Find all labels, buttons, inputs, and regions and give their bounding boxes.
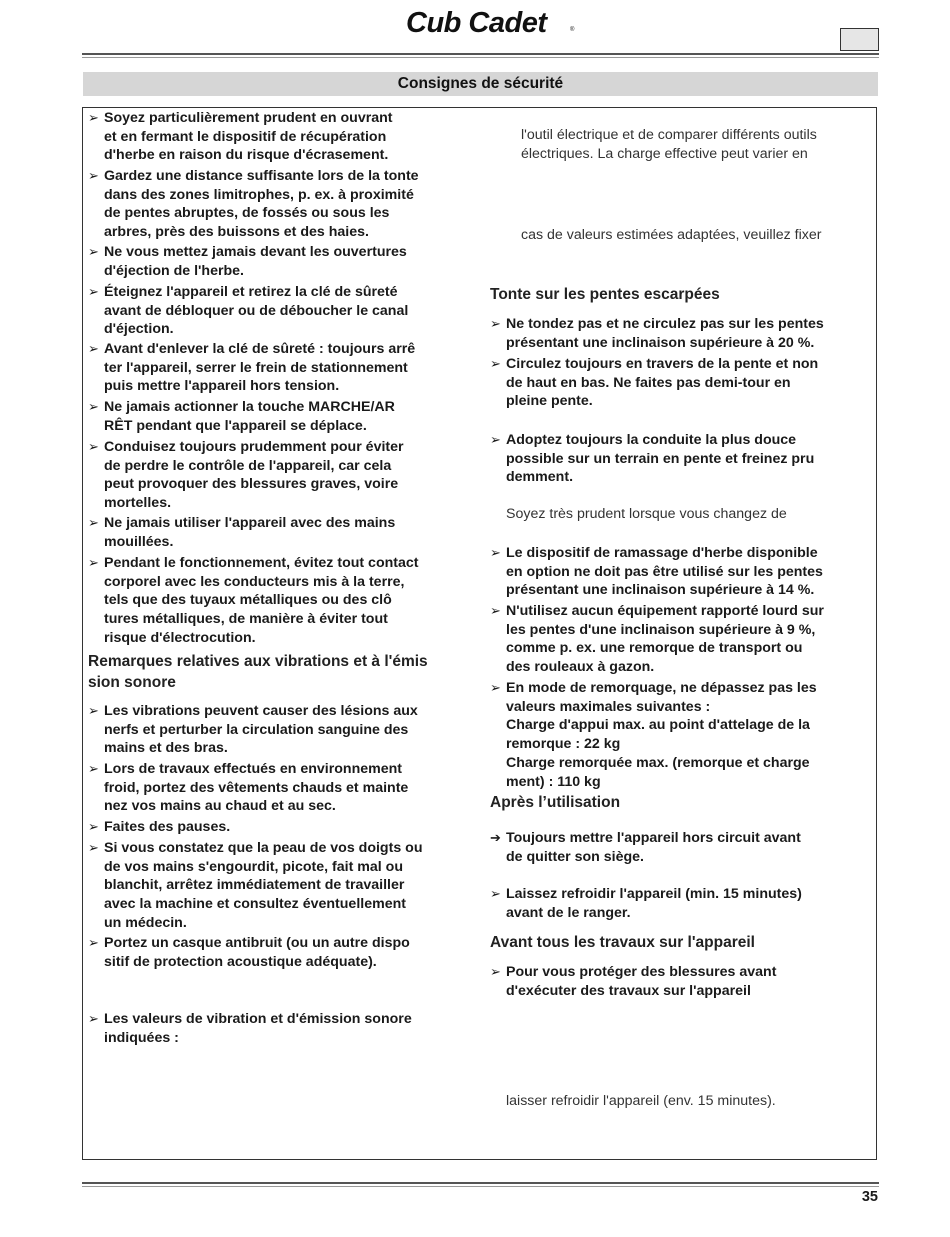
bullet-icon: ➢ bbox=[88, 341, 99, 356]
footer-rule-thin bbox=[82, 1186, 879, 1187]
bullet-icon: ➢ bbox=[88, 439, 99, 454]
bullet-icon: ➢ bbox=[490, 545, 501, 560]
list-item: ➢ Les valeurs de vibration et d'émission sonore indiquées : bbox=[88, 1011, 412, 1046]
list-item: ➢ Pendant le fonctionnement, évitez tout contact corporel avec les conducteurs mis à la terre, tels que des tuyaux métalliques ou des clô tures métalliques, de manière à éviter tout risque d'électrocution. bbox=[88, 555, 419, 646]
section-heading: Avant tous les travaux sur l'appareil bbox=[490, 934, 755, 951]
bullet-icon: ➢ bbox=[88, 515, 99, 530]
bullet-icon: ➢ bbox=[88, 703, 99, 718]
bullet-icon: ➢ bbox=[88, 244, 99, 259]
list-item: ➔ Toujours mettre l'appareil hors circuit avant de quitter son siège. bbox=[490, 830, 801, 865]
list-item: ➢ Faites des pauses. bbox=[88, 819, 231, 835]
list-item: ➢ Les vibrations peuvent causer des lésions aux nerfs et perturber la circulation sanguine des mains et des bras. bbox=[88, 703, 418, 757]
list-item: ➢ Éteignez l'appareil et retirez la clé de sûreté avant de débloquer ou de déboucher le canal d'éjection. bbox=[88, 284, 409, 338]
header-rule bbox=[82, 53, 879, 55]
list-item: ➢ En mode de remorquage, ne dépassez pas les valeurs maximales suivantes : Charge d'appui max. au point d'attelage de la remorque : 22 kg Charge remorquée max. (remorque et charge ment) : 110 kg bbox=[490, 680, 817, 790]
list-item: ➢ Pour vous protéger des blessures avant d'exécuter des travaux sur l'appareil bbox=[490, 964, 777, 999]
list-item: ➢ Ne jamais utiliser l'appareil avec des mains mouillées. bbox=[88, 515, 396, 550]
arrow-right-icon: ➔ bbox=[490, 830, 501, 845]
bullet-icon: ➢ bbox=[490, 356, 501, 371]
list-item: ➢ Le dispositif de ramassage d'herbe disponible en option ne doit pas être utilisé sur les pentes présentant une inclinaison supérieure à 14 %. bbox=[490, 545, 823, 599]
list-item: ➢ N'utilisez aucun équipement rapporté lourd sur les pentes d'une inclinaison supérieure à 9 %, comme p. ex. une remorque de transport ou des rouleaux à gazon. bbox=[490, 603, 824, 676]
bullet-icon: ➢ bbox=[490, 964, 501, 979]
page-number: 35 bbox=[861, 1189, 878, 1205]
bullet-icon: ➢ bbox=[490, 680, 501, 695]
svg-text:Cub Cadet: Cub Cadet bbox=[406, 7, 547, 39]
bullet-icon: ➢ bbox=[88, 1011, 99, 1026]
bullet-icon: ➢ bbox=[88, 110, 99, 125]
bullet-icon: ➢ bbox=[490, 886, 501, 901]
paragraph: cas de valeurs estimées adaptées, veuillez fixer bbox=[521, 227, 822, 243]
bullet-icon: ➢ bbox=[88, 761, 99, 776]
bullet-icon: ➢ bbox=[490, 603, 501, 618]
paragraph: Soyez très prudent lorsque vous changez de bbox=[506, 506, 787, 522]
bullet-icon: ➢ bbox=[490, 432, 501, 447]
paragraph: l'outil électrique et de comparer différents outils électriques. La charge effective peut varier en bbox=[521, 127, 817, 162]
bullet-icon: ➢ bbox=[88, 840, 99, 855]
list-item: ➢ Portez un casque antibruit (ou un autre dispo sitif de protection acoustique adéquate). bbox=[88, 935, 410, 970]
list-item: ➢ Lors de travaux effectués en environnement froid, portez des vêtements chauds et mainte nez vos mains au chaud et au sec. bbox=[88, 761, 409, 815]
chapter-tab-box bbox=[840, 28, 879, 51]
list-item: ➢ Gardez une distance suffisante lors de la tonte dans des zones limitrophes, p. ex. à proximité de pentes abruptes, de fossés ou sous les arbres, près des buissons et des haies. bbox=[88, 168, 419, 241]
bullet-icon: ➢ bbox=[490, 316, 501, 331]
section-heading: Tonte sur les pentes escarpées bbox=[490, 286, 720, 303]
list-item: ➢ Circulez toujours en travers de la pente et non de haut en bas. Ne faites pas demi-tour en pleine pente. bbox=[490, 356, 819, 410]
footer-rule bbox=[82, 1182, 879, 1184]
list-item: ➢ Ne tondez pas et ne circulez pas sur les pentes présentant une inclinaison supérieure à 20 %. bbox=[490, 316, 824, 351]
bullet-icon: ➢ bbox=[88, 168, 99, 183]
bullet-icon: ➢ bbox=[88, 935, 99, 950]
list-item: ➢ Laissez refroidir l'appareil (min. 15 minutes) avant de le ranger. bbox=[490, 886, 802, 921]
bullet-icon: ➢ bbox=[88, 399, 99, 414]
bullet-icon: ➢ bbox=[88, 819, 99, 834]
cub-cadet-logo bbox=[400, 2, 580, 42]
paragraph: laisser refroidir l'appareil (env. 15 minutes). bbox=[506, 1093, 776, 1109]
bullet-icon: ➢ bbox=[88, 284, 99, 299]
svg-text:®: ® bbox=[570, 27, 575, 33]
list-item: ➢ Conduisez toujours prudemment pour éviter de perdre le contrôle de l'appareil, car cela peut provoquer des blessures graves, voire mortelles. bbox=[88, 439, 404, 512]
list-item: ➢ Ne vous mettez jamais devant les ouvertures d'éjection de l'herbe. bbox=[88, 244, 407, 279]
list-item: ➢ Ne jamais actionner la touche MARCHE/AR RÊT pendant que l'appareil se déplace. bbox=[88, 399, 395, 434]
list-item: ➢ Soyez particulièrement prudent en ouvrant et en fermant le dispositif de récupération d'herbe en raison du risque d'écrasement. bbox=[88, 110, 393, 164]
section-heading: Remarques relatives aux vibrations et à l'émis sion sonore bbox=[88, 653, 428, 691]
bullet-icon: ➢ bbox=[88, 555, 99, 570]
header-rule-thin bbox=[82, 57, 879, 58]
section-heading: Après l’utilisation bbox=[490, 794, 621, 811]
list-item: ➢ Adoptez toujours la conduite la plus douce possible sur un terrain en pente et freinez pru demment. bbox=[490, 432, 815, 486]
list-item: ➢ Avant d'enlever la clé de sûreté : toujours arrê ter l'appareil, serrer le frein de stationnement puis mettre l'appareil hors tension. bbox=[88, 341, 416, 395]
list-item: ➢ Si vous constatez que la peau de vos doigts ou de vos mains s'engourdit, picote, fait mal ou blanchit, arrêtez immédiatement de travailler avec la machine et consultez éventuellement un médecin. bbox=[88, 840, 423, 931]
section-title: Consignes de sécurité bbox=[83, 72, 878, 96]
